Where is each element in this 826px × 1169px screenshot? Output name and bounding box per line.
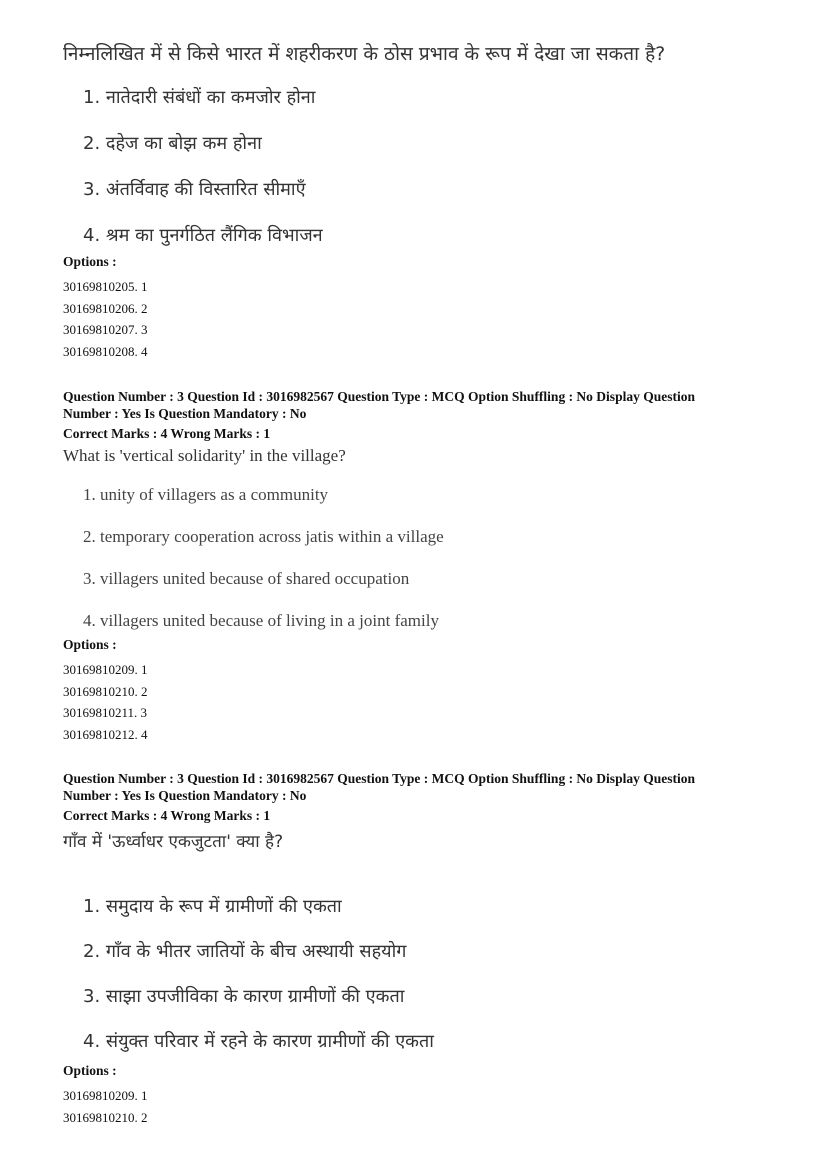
question-text: गाँव में 'ऊर्ध्वाधर एकजुटता' क्या है? [63,832,284,852]
option-row: 30169810211. 3 [63,705,148,720]
question-meta-cont: Number : Yes Is Question Mandatory : No [63,788,307,803]
choice-4: 4. villagers united because of living in a joint family [83,611,439,630]
option-row: 30169810210. 2 [63,1109,148,1125]
question-meta: Question Number : 3 Question Id : 3016982567 Question Type : MCQ Option Shuffling : No Display Question [63,389,695,404]
question-2-meta [63,388,773,442]
choice-1: 1. समुदाय के रूप में ग्रामीणों की एकता [83,896,342,917]
option-row: 30169810208. 4 [63,343,148,359]
question-1-choices [63,86,773,248]
option-row: 30169810209. 1 [63,1088,148,1103]
question-text: निम्नलिखित में से किसे भारत में शहरीकरण के ठोस प्रभाव के रूप में देखा जा सकता है? [63,43,666,65]
options-label: Options : [63,637,117,652]
choice-2: 2. दहेज का बोझ कम होना [83,133,262,154]
question-text: What is 'vertical solidarity' in the village? [63,446,346,465]
question-3-choices [63,895,773,1054]
option-row: 30169810212. 4 [63,726,148,742]
question-2 [63,444,773,468]
option-row: 30169810206. 2 [63,300,148,316]
question-3 [63,830,773,854]
options-label: Options : [63,254,117,269]
options-label: Options : [63,1063,117,1078]
choice-4: 4. श्रम का पुनर्गठित लैंगिक विभाजन [83,225,323,246]
question-3-options [63,1062,773,1128]
option-row: 30169810205. 1 [63,279,148,294]
option-row: 30169810207. 3 [63,322,148,337]
option-row: 30169810210. 2 [63,683,148,699]
question-1 [63,42,773,66]
choice-2: 2. गाँव के भीतर जातियों के बीच अस्थायी सहयोग [83,941,407,962]
choice-3: 3. अंतर्विवाह की विस्तारित सीमाएँ [83,179,306,200]
choice-4: 4. संयुक्त परिवार में रहने के कारण ग्रामीणों की एकता [83,1031,434,1052]
option-row: 30169810209. 1 [63,662,148,677]
choice-3: 3. साझा उपजीविका के कारण ग्रामीणों की एकता [83,986,405,1007]
question-2-options [63,636,773,745]
choice-3: 3. villagers united because of shared occupation [83,569,410,588]
marks-line: Correct Marks : 4 Wrong Marks : 1 [63,426,271,441]
question-meta-cont: Number : Yes Is Question Mandatory : No [63,406,307,421]
choice-1: 1. नातेदारी संबंधों का कमजोर होना [83,87,316,108]
choice-1: 1. unity of villagers as a community [83,485,329,504]
question-meta: Question Number : 3 Question Id : 3016982567 Question Type : MCQ Option Shuffling : No Display Question [63,771,695,786]
question-2-choices [63,483,773,633]
marks-line: Correct Marks : 4 Wrong Marks : 1 [63,808,271,823]
choice-2: 2. temporary cooperation across jatis within a village [83,527,444,546]
question-3-meta [63,770,773,824]
question-1-options [63,253,773,362]
